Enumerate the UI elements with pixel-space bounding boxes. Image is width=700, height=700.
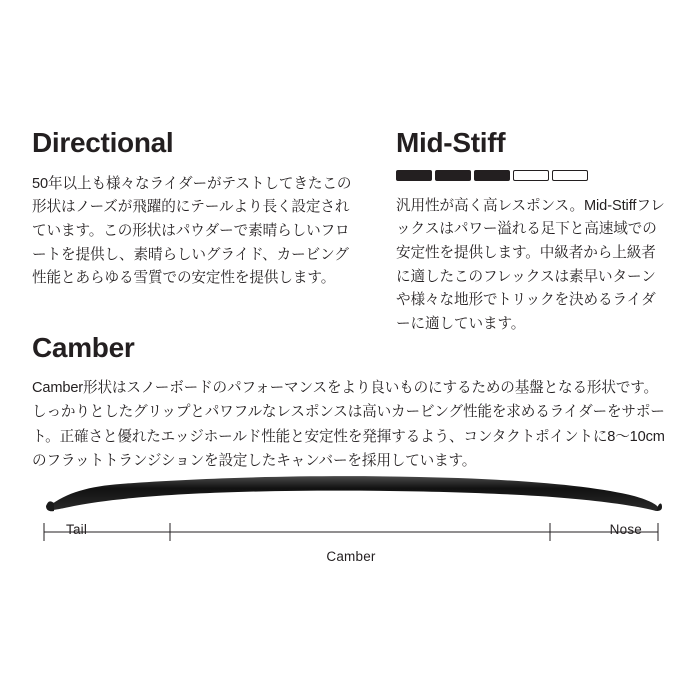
flex-segment-2 [435, 170, 471, 181]
nose-label: Nose [609, 522, 642, 537]
flex-segment-3 [474, 170, 510, 181]
camber-diagram [38, 470, 664, 580]
camber-title: Camber [32, 332, 135, 363]
directional-title: Directional [32, 127, 174, 158]
directional-body: 50年以上も様々なライダーがテストしてきたこの形状はノーズが飛躍的にテールより長く設定されています。この形状はパウダーで素晴らしいフロートを提供し、素晴らしいグライド、カービング性能とあらゆる雪質での安定性を提供します。 [32, 175, 352, 287]
tail-label: Tail [66, 522, 88, 537]
directional-section [32, 128, 362, 337]
board-profile-illustration [38, 470, 664, 580]
camber-body: Camber形状はスノーボードのパフォーマンスをより良いものにするための基盤となる形状です。しっかりとしたグリップとパワフルなレスポンスは高いカービング性能を求めるライダーをサポート。正確さと優れたエッジホールド性能と安定性を発揮するよう、コンタクトポイントに8〜10cmのフラットトランジションを設定したキャンバーを採用しています。 [32, 379, 665, 470]
flex-meter [396, 169, 668, 183]
flex-segment-1 [396, 170, 432, 181]
mid-stiff-title: Mid-Stiff [396, 127, 506, 158]
mid-stiff-body: 汎用性が高く高レスポンス。Mid-Stiffフレックスはパワー溢れる足下と高速域での安定性を提供します。中級者から上級者に適したこのフレックスは素早いターンや様々な地形でトリックを決めるライダーに適しています。 [396, 197, 665, 332]
board-shape [52, 476, 658, 511]
flex-segment-5 [552, 170, 588, 181]
camber-label: Camber [326, 549, 376, 564]
top-columns [32, 128, 668, 337]
mid-stiff-section [396, 128, 668, 337]
flex-segment-4 [513, 170, 549, 181]
camber-section [32, 333, 668, 474]
board-tail-tip [46, 501, 54, 511]
